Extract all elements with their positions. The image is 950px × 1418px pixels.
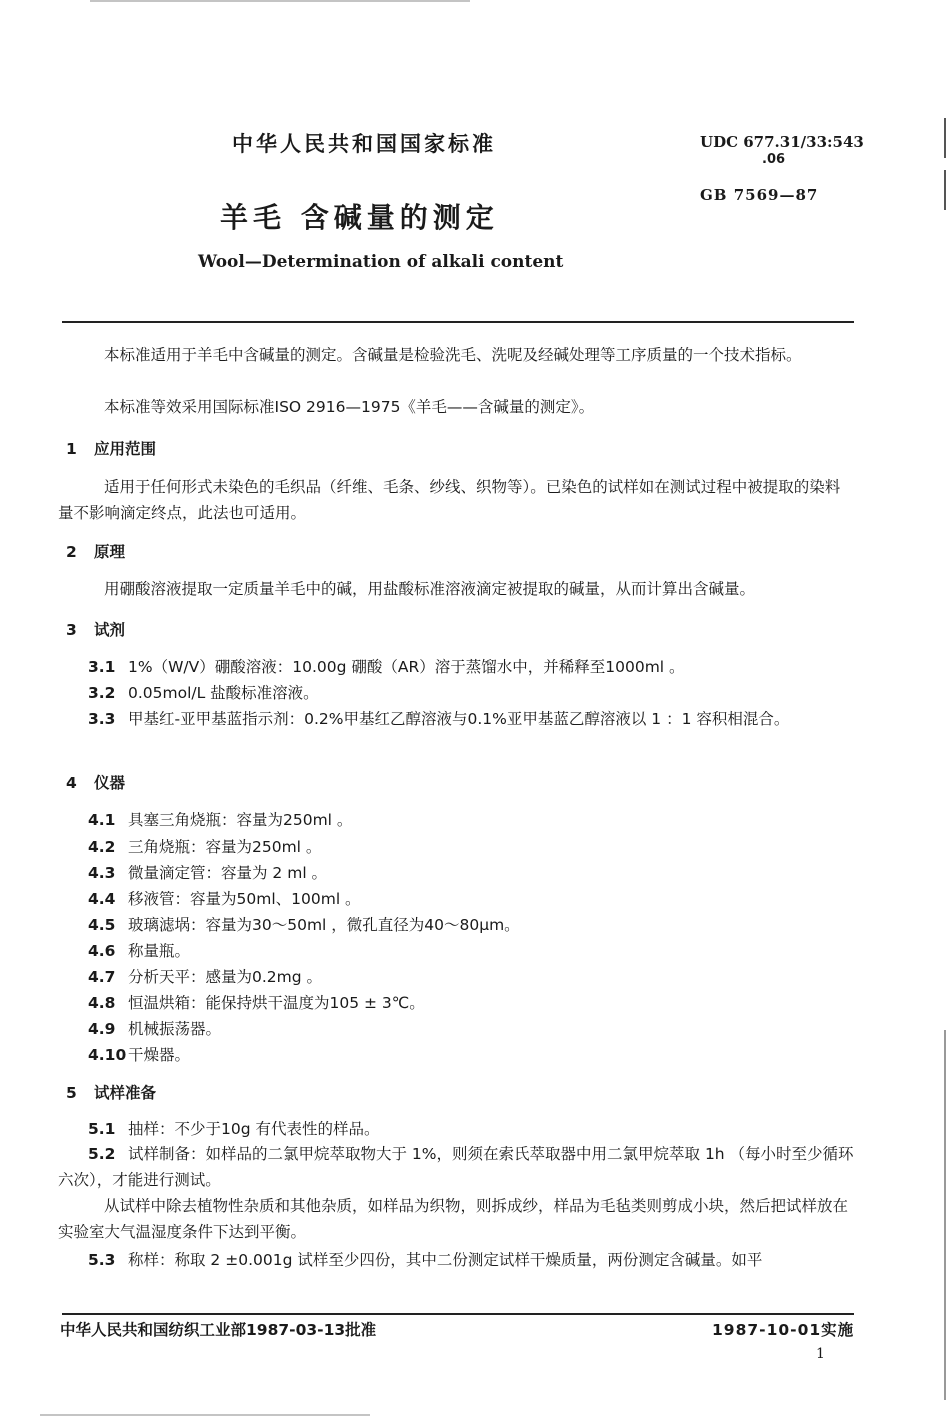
bottom-divider xyxy=(62,1313,854,1315)
scan-mark-right-3 xyxy=(944,1030,946,1400)
top-divider xyxy=(62,321,854,323)
section-5-heading: 5 试样准备 xyxy=(66,1084,157,1102)
list-item: 5.1 抽样：不少于10g 有代表性的样品。 xyxy=(88,1120,380,1138)
section-2-heading: 2 原理 xyxy=(66,543,126,561)
list-item: 4.7 分析天平：感量为0.2mg 。 xyxy=(88,968,323,986)
section-5-paragraph: 从试样中除去植物性杂质和其他杂质，如样品为织物，则拆成纱，样品为毛毡类则剪成小块，然后把试样放在实验室大气温湿度条件下达到平衡。 xyxy=(58,1197,849,1241)
approval-note: 中华人民共和国纺织工业部1987-03-13批准 xyxy=(60,1321,377,1339)
udc-code: UDC 677.31/33:543 xyxy=(700,133,864,151)
section-1-heading: 1 应用范围 xyxy=(66,440,157,458)
list-item: 3.1 1%（W/V）硼酸溶液：10.00g 硼酸（AR）溶于蒸馏水中，并稀释至1000ml 。 xyxy=(88,658,685,676)
effective-date: 1987-10-01实施 xyxy=(712,1321,855,1339)
english-title: Wool—Determination of alkali content xyxy=(198,252,564,272)
scan-mark-right-2 xyxy=(944,170,946,210)
udc-code-suffix: .06 xyxy=(762,152,786,167)
list-item: 4.4 移液管：容量为50ml、100ml 。 xyxy=(88,890,361,908)
section-4-heading: 4 仪器 xyxy=(66,774,126,792)
list-item: 4.2 三角烧瓶：容量为250ml 。 xyxy=(88,838,322,856)
list-item: 5.2 试样制备：如样品的二氯甲烷萃取物大于 1%，则须在索氏萃取器中用二氯甲烷萃取 1h （每小时至少循环六次），才能进行测试。 xyxy=(58,1145,854,1189)
section-3-heading: 3 试剂 xyxy=(66,621,126,639)
list-item: 5.3 称样：称取 2 ±0.001g 试样至少四份，其中二份测定试样干燥质量，两份测定含碱量。如平 xyxy=(88,1251,763,1269)
list-item: 4.8 恒温烘箱：能保持烘干温度为105 ± 3℃。 xyxy=(88,994,425,1012)
list-item: 3.3 甲基红-亚甲基蓝指示剂：0.2%甲基红乙醇溶液与0.1%亚甲基蓝乙醇溶液以 1 ：1 容积相混合。 xyxy=(88,710,790,728)
page-number: 1 xyxy=(816,1346,825,1362)
list-item: 4.5 玻璃滤埚：容量为30～50ml ，微孔直径为40～80μm。 xyxy=(88,916,520,934)
list-item: 4.1 具塞三角烧瓶：容量为250ml 。 xyxy=(88,811,353,829)
list-item: 3.2 0.05mol/L 盐酸标准溶液。 xyxy=(88,684,319,702)
gb-code: GB 7569—87 xyxy=(700,186,819,204)
intro-paragraph-2: 本标准等效采用国际标准ISO 2916—1975《羊毛——含碱量的测定》。 xyxy=(104,398,595,416)
scan-mark-top xyxy=(90,0,470,2)
section-1-text: 适用于任何形式未染色的毛织品（纤维、毛条、纱线、织物等）。已染色的试样如在测试过程中被提取的染料量不影响滴定终点，此法也可适用。 xyxy=(58,478,841,522)
page-title: 羊毛 含碱量的测定 xyxy=(220,201,499,234)
org-title: 中华人民共和国国家标准 xyxy=(232,132,496,156)
intro-paragraph-1: 本标准适用于羊毛中含碱量的测定。含碱量是检验洗毛、洗呢及经碱处理等工序质量的一个技术指标。 xyxy=(104,346,802,364)
list-item: 4.3 微量滴定管：容量为 2 ml 。 xyxy=(88,864,328,882)
list-item: 4.6 称量瓶。 xyxy=(88,942,191,960)
scan-mark-right-1 xyxy=(944,118,946,158)
list-item: 4.10 干燥器。 xyxy=(88,1046,191,1064)
section-2-text: 用硼酸溶液提取一定质量羊毛中的碱，用盐酸标准溶液滴定被提取的碱量，从而计算出含碱量。 xyxy=(104,580,756,598)
scan-mark-bottom xyxy=(40,1414,370,1416)
list-item: 4.9 机械振荡器。 xyxy=(88,1020,222,1038)
